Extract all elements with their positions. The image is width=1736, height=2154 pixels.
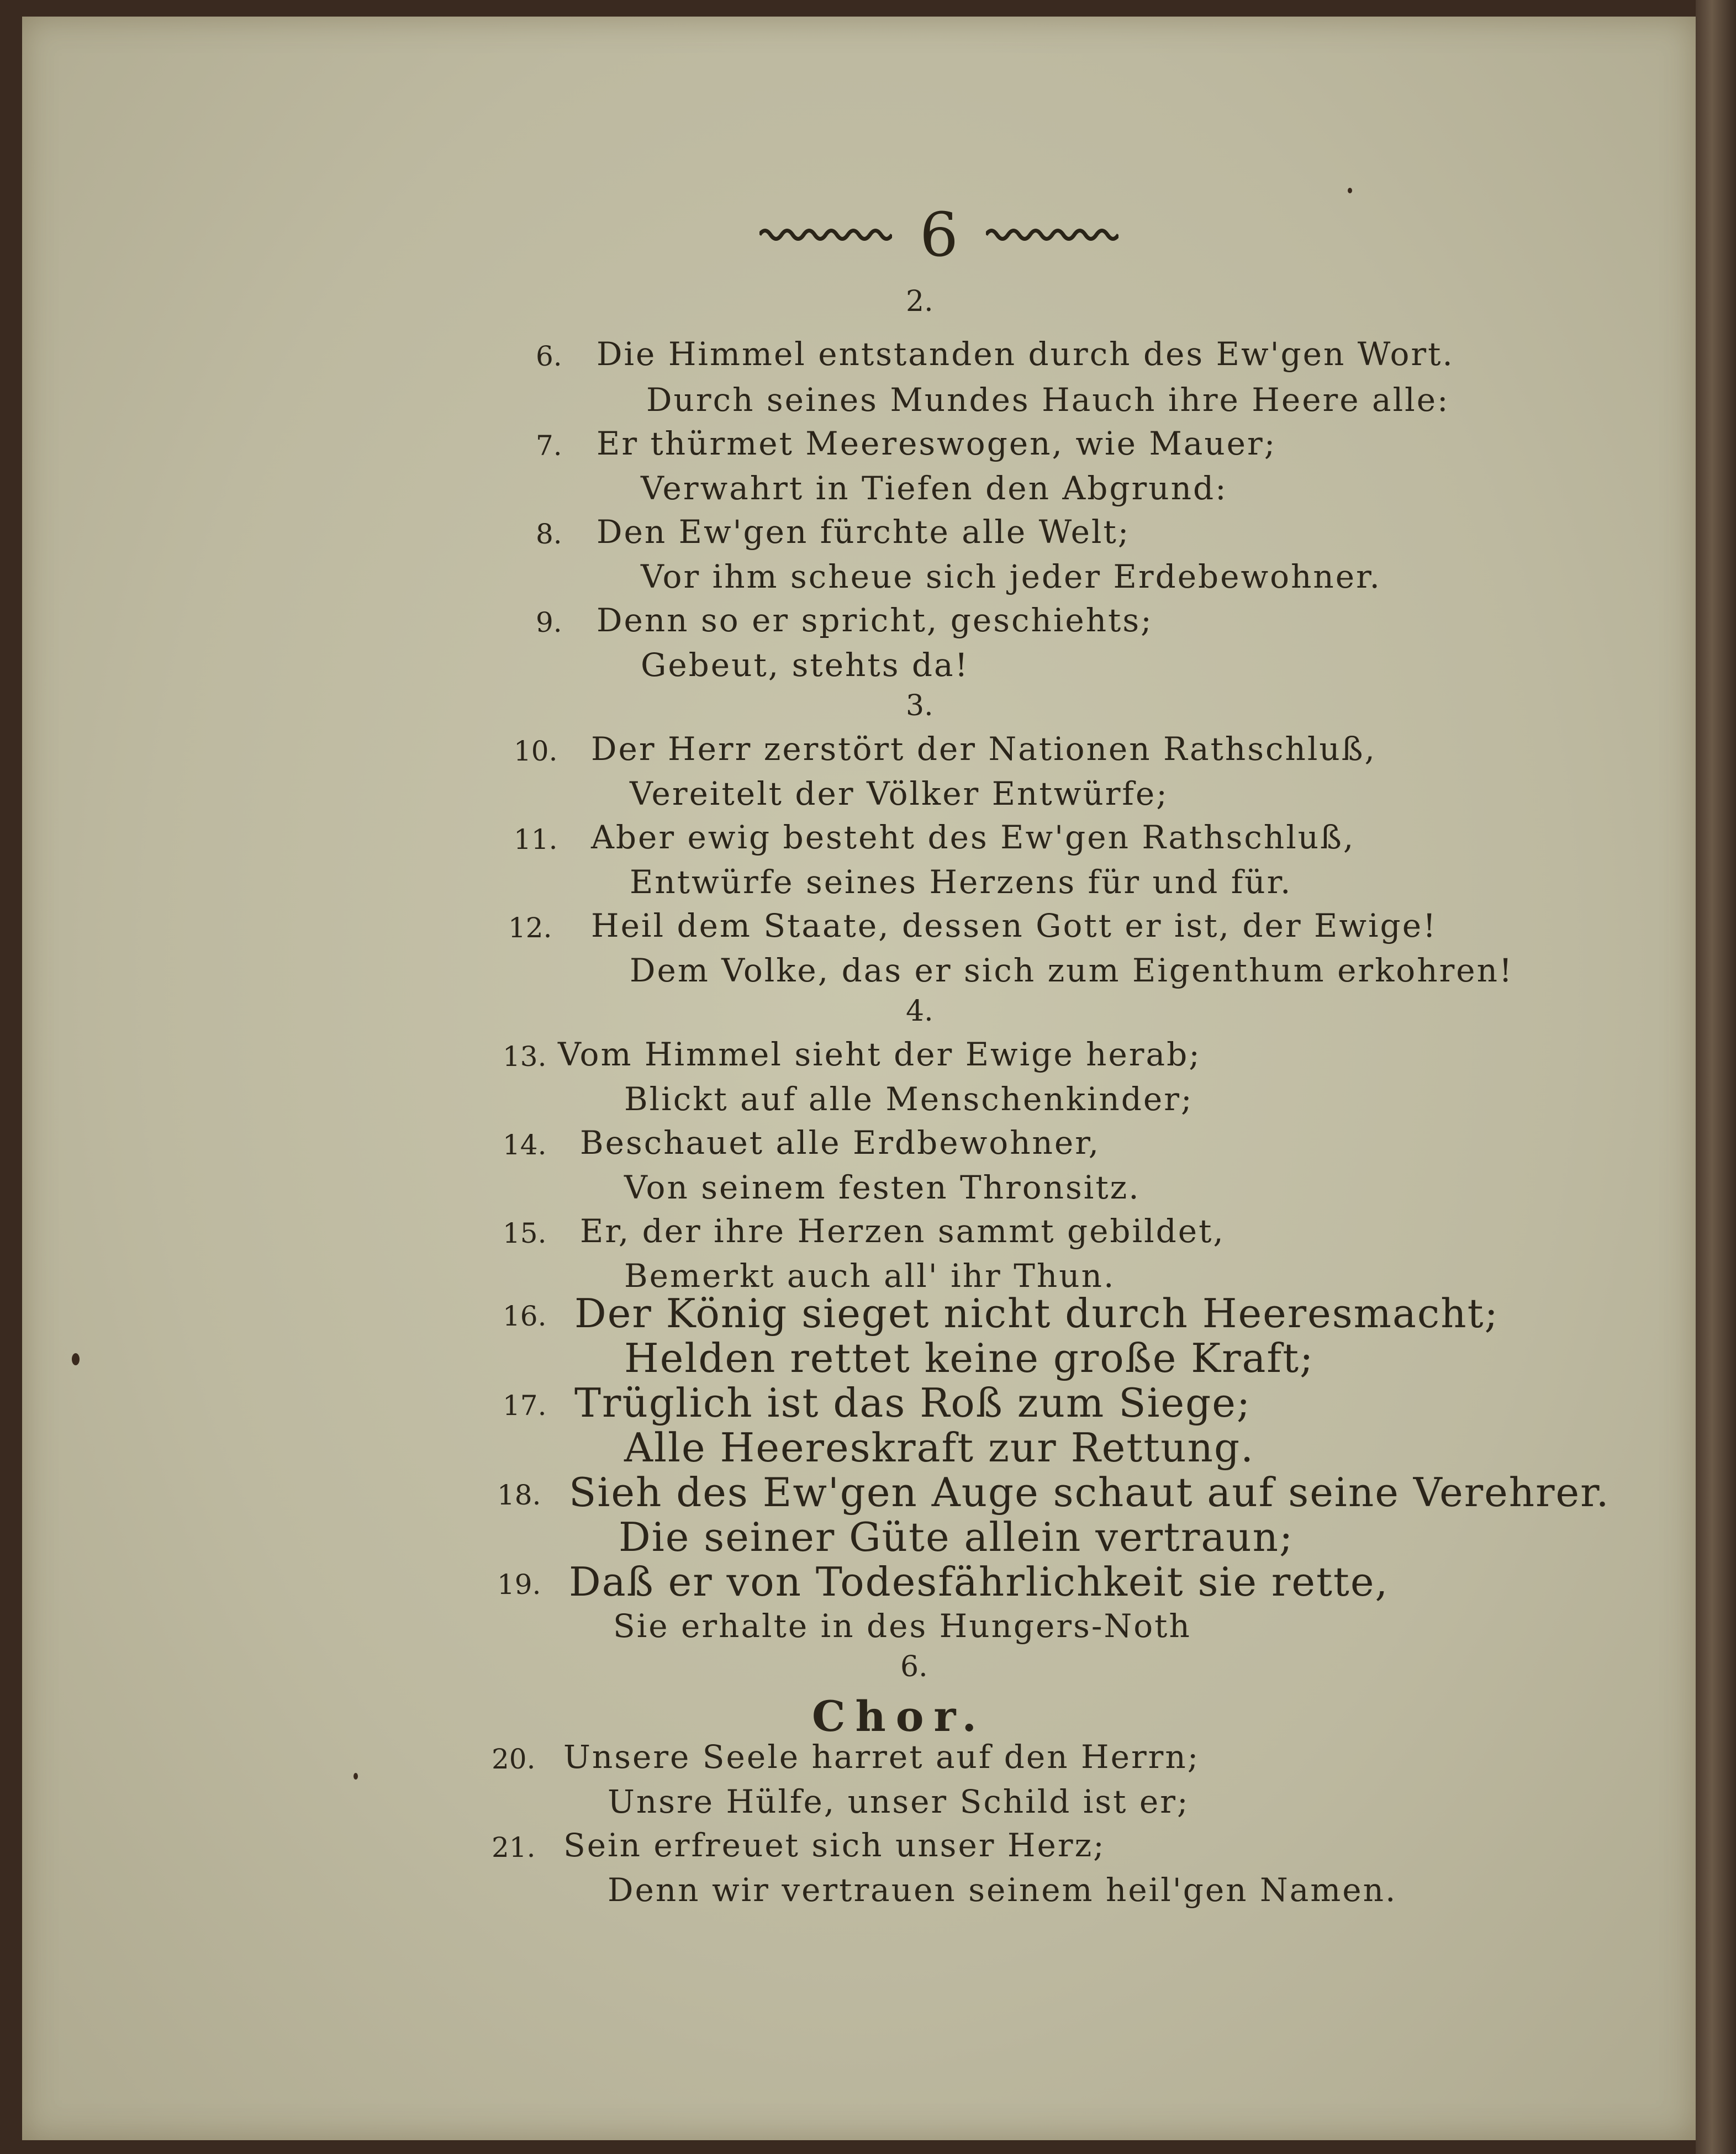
verse-number: 17.: [503, 1390, 547, 1422]
verse-number: 21.: [492, 1831, 536, 1863]
verse-line: Beschauet alle Erdbewohner,: [580, 1124, 1101, 1162]
section-number: 2.: [906, 285, 933, 318]
section-number: 4.: [906, 995, 933, 1028]
verse-number: 18.: [497, 1479, 541, 1511]
verse-number: 6.: [536, 340, 562, 372]
section-number: 3.: [906, 689, 933, 722]
verse-line: Gebeut, stehts da!: [641, 646, 969, 684]
verse-line: Der Herr zerstört der Nationen Rathschluß,: [591, 730, 1376, 768]
book-page: [22, 17, 1696, 2140]
verse-line: Den Ew'gen fürchte alle Welt;: [597, 513, 1131, 551]
verse-line: Er, der ihre Herzen sammt gebildet,: [580, 1212, 1225, 1250]
verse-number: 20.: [492, 1743, 536, 1775]
verse-line: Von seinem festen Thronsitz.: [624, 1169, 1141, 1206]
paper-speck: [72, 1353, 80, 1365]
verse-number: 15.: [503, 1217, 547, 1249]
section-number: 6.: [900, 1650, 928, 1683]
book-spine-edge: [1696, 0, 1736, 2154]
verse-line: Sein erfreuet sich unser Herz;: [563, 1826, 1106, 1864]
verse-number: 8.: [536, 518, 562, 550]
verse-number: 13.: [503, 1041, 547, 1073]
verse-line: Blickt auf alle Menschenkinder;: [624, 1080, 1194, 1118]
verse-line: Verwahrt in Tiefen den Abgrund:: [641, 469, 1228, 507]
verse-line: Vom Himmel sieht der Ewige herab;: [558, 1036, 1201, 1073]
verse-number: 9.: [536, 606, 562, 638]
verse-line: Denn so er spricht, geschiehts;: [597, 601, 1153, 639]
verse-number: 7.: [536, 430, 562, 462]
verse-line: Helden rettet keine große Kraft;: [624, 1335, 1315, 1381]
verse-number: 16.: [503, 1300, 547, 1332]
verse-line: Die seiner Güte allein vertraun;: [619, 1514, 1294, 1560]
verse-line: Er thürmet Meereswogen, wie Mauer;: [597, 425, 1277, 462]
verse-line: Dem Volke, das er sich zum Eigenthum erkohren!: [630, 952, 1514, 989]
verse-line: Heil dem Staate, dessen Gott er ist, der Ewige!: [591, 907, 1438, 944]
verse-line: Alle Heereskraft zur Rettung.: [624, 1424, 1254, 1471]
verse-line: Trüglich ist das Roß zum Siege;: [574, 1380, 1252, 1426]
chorus-heading: Chor.: [812, 1692, 986, 1741]
verse-line: Unsere Seele harret auf den Herrn;: [563, 1738, 1200, 1776]
verse-number: 11.: [514, 823, 558, 856]
verse-line: Durch seines Mundes Hauch ihre Heere alle:: [646, 381, 1450, 419]
verse-line: Entwürfe seines Herzens für und für.: [630, 863, 1292, 901]
verse-line: Sieh des Ew'gen Auge schaut auf seine Verehrer.: [569, 1469, 1610, 1516]
verse-number: 19.: [497, 1569, 541, 1601]
verse-line: Bemerkt auch all' ihr Thun.: [624, 1257, 1116, 1295]
verse-line: Unsre Hülfe, unser Schild ist er;: [608, 1783, 1190, 1820]
verse-line: Die Himmel entstanden durch des Ew'gen Wort.: [597, 335, 1454, 373]
verse-number: 14.: [503, 1129, 547, 1161]
verse-line: Vor ihm scheue sich jeder Erdebewohner.: [641, 558, 1381, 595]
verse-line: Der König sieget nicht durch Heeresmacht;: [574, 1290, 1499, 1337]
verse-line: Denn wir vertrauen seinem heil'gen Namen.: [608, 1871, 1397, 1909]
paper-speck: [353, 1773, 358, 1780]
verse-line: Vereitelt der Völker Entwürfe;: [630, 775, 1169, 812]
paper-speck: [1348, 188, 1352, 193]
verse-line: Aber ewig besteht des Ew'gen Rathschluß,: [591, 819, 1355, 856]
verse-number: 10.: [514, 735, 558, 767]
page-number: 6: [920, 199, 958, 270]
verse-number: 12.: [508, 912, 552, 944]
verse-line: Sie erhalte in des Hungers-Noth: [613, 1607, 1191, 1645]
verse-line: Daß er von Todesfährlichkeit sie rette,: [569, 1559, 1389, 1605]
psalm-text: [22, 17, 1696, 2140]
